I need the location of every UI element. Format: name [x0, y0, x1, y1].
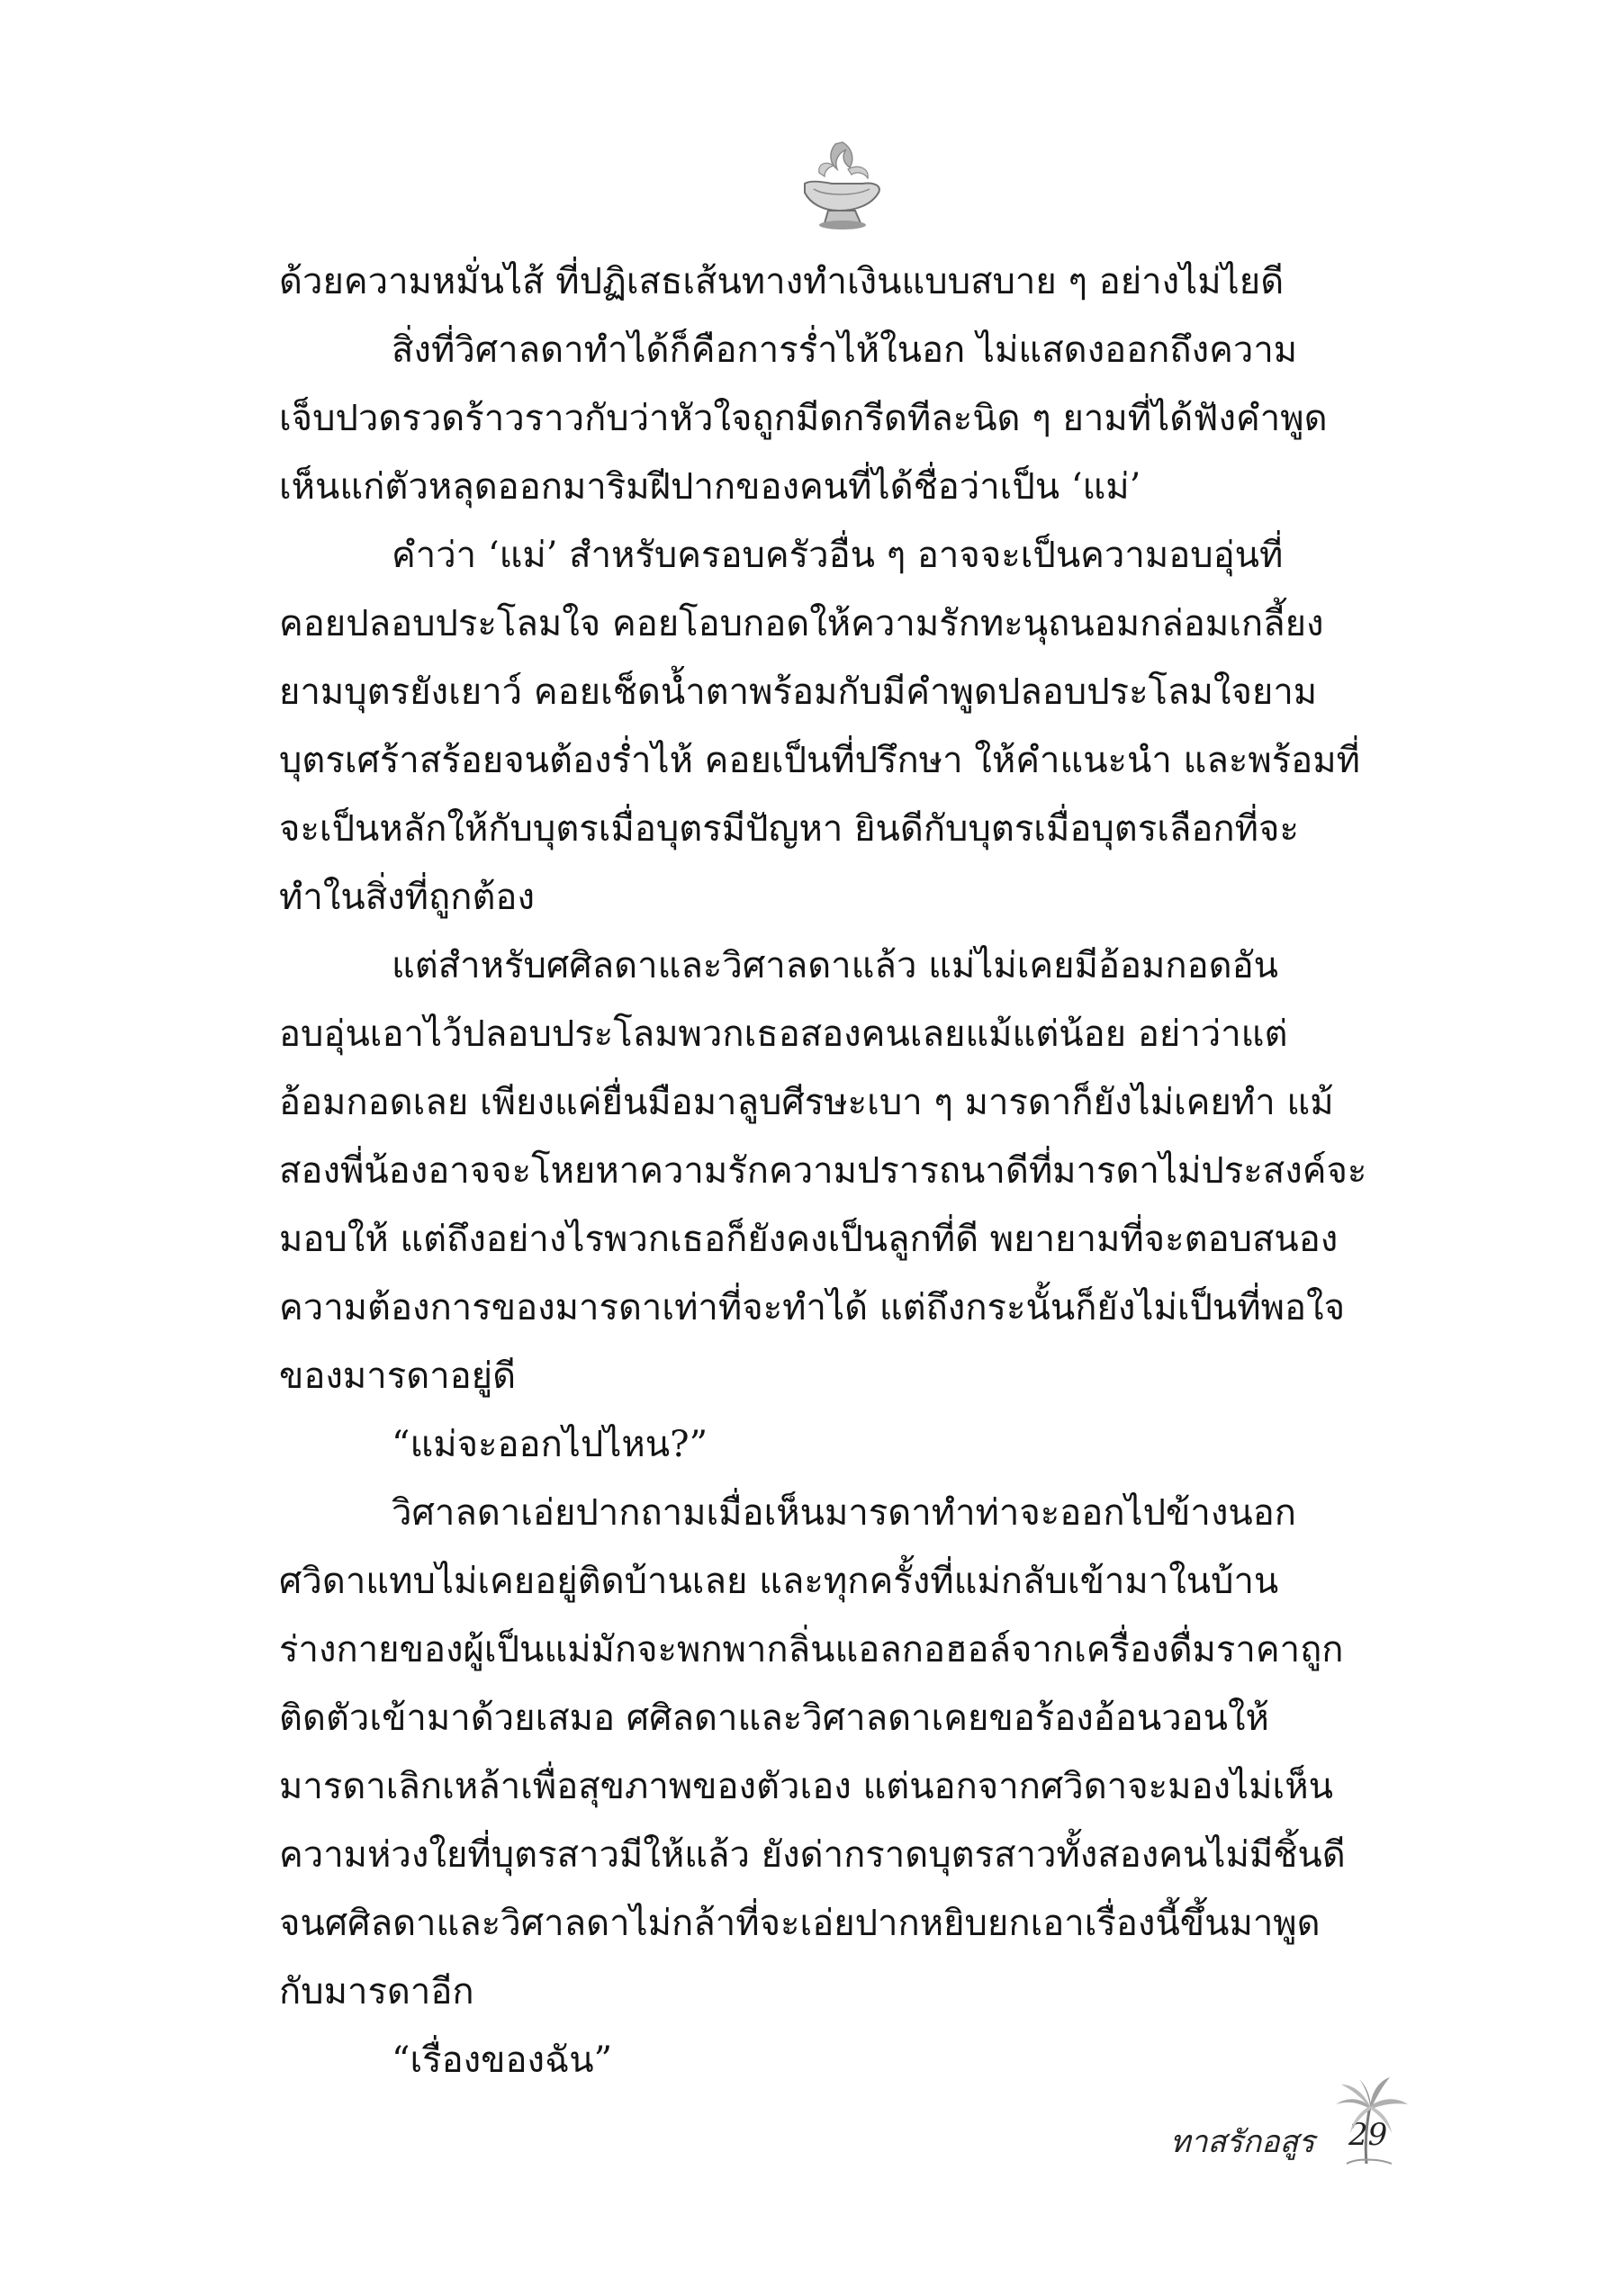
paragraph-line: สองพี่น้องอาจจะโหยหาความรักความปรารถนาดีที่มารดาไม่ประสงค์จะ	[279, 1150, 1367, 1192]
paragraph-line: กับมารดาอีก	[279, 1971, 474, 2012]
paragraph-line: อบอุ่นเอาไว้ปลอบประโลมพวกเธอสองคนเลยแม้แต่น้อย อย่าว่าแต่	[279, 1013, 1288, 1055]
paragraph-line: ด้วยความหมั่นไส้ ที่ปฏิเสธเส้นทางทำเงินแบบสบาย ๆ อย่างไม่ไยดี	[279, 261, 1285, 302]
paragraph-line: ติดตัวเข้ามาด้วยเสมอ ศศิลดาและวิศาลดาเคยขอร้องอ้อนวอนให้	[279, 1697, 1269, 1739]
paragraph-line: ศวิดาแทบไม่เคยอยู่ติดบ้านเลย และทุกครั้งที่แม่กลับเข้ามาในบ้าน	[279, 1561, 1279, 1602]
paragraph-line: อ้อมกอดเลย เพียงแค่ยื่นมือมาลูบศีรษะเบา ๆ มารดาก็ยังไม่เคยทำ แม้	[279, 1082, 1334, 1123]
paragraph-line: ความต้องการของมารดาเท่าที่จะทำได้ แต่ถึงกระนั้นก็ยังไม่เป็นที่พอใจ	[279, 1287, 1346, 1328]
paragraph-line: มอบให้ แต่ถึงอย่างไรพวกเธอก็ยังคงเป็นลูกที่ดี พยายามที่จะตอบสนอง	[279, 1219, 1339, 1260]
paragraph-line: ความห่วงใยที่บุตรสาวมีให้แล้ว ยังด่ากราดบุตรสาวทั้งสองคนไม่มีชิ้นดี	[279, 1834, 1346, 1876]
oil-lamp-icon	[792, 137, 891, 234]
paragraph-line: คอยปลอบประโลมใจ คอยโอบกอดให้ความรักทะนุถนอมกล่อมเกลี้ยง	[279, 603, 1324, 644]
palm-tree-icon	[1320, 2070, 1417, 2167]
page-footer	[1170, 2070, 1422, 2169]
paragraph-line: ของมารดาอยู่ดี	[279, 1355, 517, 1397]
paragraph-line: เจ็บปวดรวดร้าวราวกับว่าหัวใจถูกมีดกรีดทีละนิด ๆ ยามที่ได้ฟังคำพูด	[279, 398, 1328, 439]
paragraph-line: แต่สำหรับศศิลดาและวิศาลดาแล้ว แม่ไม่เคยมีอ้อมกอดอัน	[392, 945, 1278, 986]
page-number: 29	[1348, 2117, 1388, 2153]
paragraph-line: สิ่งที่วิศาลดาทำได้ก็คือการร่ำไห้ในอก ไม่แสดงออกถึงความ	[392, 329, 1298, 371]
paragraph-line: ร่างกายของผู้เป็นแม่มักจะพกพากลิ่นแอลกอฮอล์จากเครื่องดื่มราคาถูก	[279, 1629, 1344, 1670]
paragraph-line: คำว่า ‘แม่’ สำหรับครอบครัวอื่น ๆ อาจจะเป็นความอบอุ่นที่	[392, 535, 1284, 576]
paragraph-line: เห็นแก่ตัวหลุดออกมาริมฝีปากของคนที่ได้ชื่อว่าเป็น ‘แม่’	[279, 466, 1141, 508]
paragraph-line: ทำในสิ่งที่ถูกต้อง	[279, 877, 535, 918]
paragraph-line: มารดาเลิกเหล้าเพื่อสุขภาพของตัวเอง แต่นอกจากศวิดาจะมองไม่เห็น	[279, 1766, 1333, 1807]
paragraph-line: บุตรเศร้าสร้อยจนต้องร่ำไห้ คอยเป็นที่ปรึกษา ให้คำแนะนำ และพร้อมที่	[279, 740, 1360, 781]
running-title: ทาสรักอสูร	[1170, 2124, 1315, 2160]
paragraph-line: จะเป็นหลักให้กับบุตรเมื่อบุตรมีปัญหา ยินดีกับบุตรเมื่อบุตรเลือกที่จะ	[279, 808, 1299, 850]
dialogue-line: “เรื่องของฉัน”	[392, 2039, 613, 2081]
paragraph-line: จนศศิลดาและวิศาลดาไม่กล้าที่จะเอ่ยปากหยิบยกเอาเรื่องนี้ขึ้นมาพูด	[279, 1903, 1321, 1944]
dialogue-line: “แม่จะออกไปไหน?”	[392, 1424, 708, 1465]
paragraph-line: วิศาลดาเอ่ยปากถามเมื่อเห็นมารดาทำท่าจะออกไปข้างนอก	[392, 1492, 1296, 1534]
paragraph-line: ยามบุตรยังเยาว์ คอยเช็ดน้ำตาพร้อมกับมีคำพูดปลอบประโลมใจยาม	[279, 671, 1318, 713]
